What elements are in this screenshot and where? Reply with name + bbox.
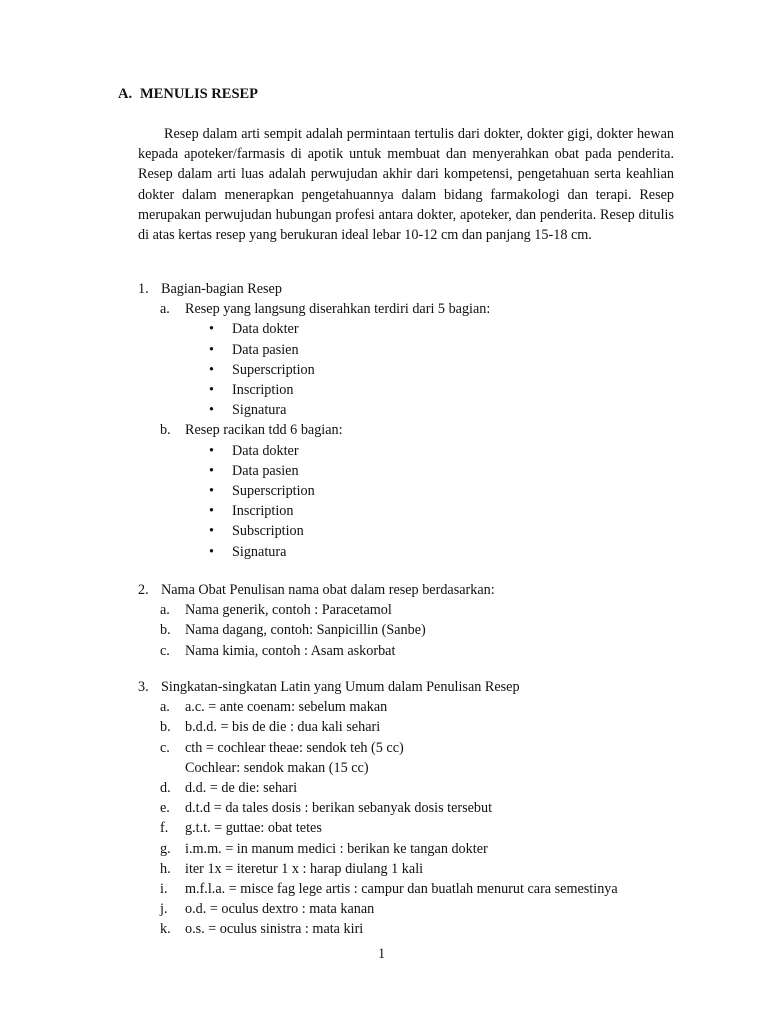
list-item bbox=[160, 879, 618, 899]
section-2 bbox=[138, 580, 495, 661]
list-item bbox=[160, 839, 618, 859]
list-item bbox=[160, 697, 618, 717]
section-1-title: Bagian-bagian Resep bbox=[161, 281, 282, 297]
list-item-label: i. bbox=[160, 881, 168, 898]
list-item-label: k. bbox=[160, 921, 171, 938]
list-item bbox=[160, 818, 618, 838]
list-item-label: f. bbox=[160, 820, 169, 837]
bullet-icon: • bbox=[209, 523, 214, 540]
bullet-text: Inscription bbox=[232, 382, 294, 399]
bullet-text: Data pasien bbox=[232, 341, 299, 358]
list-item bbox=[160, 600, 495, 620]
list-item bbox=[160, 919, 618, 939]
section-1-number: 1. bbox=[138, 281, 149, 297]
section-heading bbox=[118, 86, 258, 103]
sublist-a-row bbox=[160, 299, 490, 319]
sublist-a-text: Resep yang langsung diserahkan terdiri dari 5 bagian: bbox=[185, 301, 491, 318]
bullet-item bbox=[209, 521, 490, 541]
bullet-icon: • bbox=[209, 462, 214, 479]
list-item-text: o.s. = oculus sinistra : mata kiri bbox=[185, 921, 364, 938]
list-item-text: Nama dagang, contoh: Sanpicillin (Sanbe) bbox=[185, 622, 426, 639]
list-item-text: cth = cochlear theae: sendok teh (5 cc) bbox=[185, 739, 404, 756]
bullet-text: Data pasien bbox=[232, 462, 299, 479]
list-item-label: e. bbox=[160, 800, 170, 817]
section-1 bbox=[138, 279, 490, 562]
list-item bbox=[160, 620, 495, 640]
bullet-item bbox=[209, 380, 490, 400]
bullet-icon: • bbox=[209, 402, 214, 419]
bullet-text: Data dokter bbox=[232, 442, 299, 459]
sublist-b-row bbox=[160, 420, 490, 440]
section-2-title: Nama Obat Penulisan nama obat dalam resep berdasarkan: bbox=[161, 582, 495, 598]
section-3 bbox=[138, 677, 618, 940]
bullet-item bbox=[209, 360, 490, 380]
list-item-label: h. bbox=[160, 860, 171, 877]
list-item-text: a.c. = ante coenam: sebelum makan bbox=[185, 699, 388, 716]
page-number: 1 bbox=[378, 946, 386, 962]
bullet-icon: • bbox=[209, 543, 214, 560]
bullet-text: Inscription bbox=[232, 503, 294, 520]
bullet-text: Data dokter bbox=[232, 321, 299, 338]
bullet-item bbox=[209, 461, 490, 481]
list-item-label: a. bbox=[160, 602, 170, 619]
bullet-icon: • bbox=[209, 341, 214, 358]
bullet-icon: • bbox=[209, 442, 214, 459]
bullet-icon: • bbox=[209, 361, 214, 378]
list-item-text: m.f.l.a. = misce fag lege artis : campur dan buatlah menurut cara semestinya bbox=[185, 881, 618, 898]
bullet-text: Superscription bbox=[232, 361, 315, 378]
list-item bbox=[160, 859, 618, 879]
list-item-label: b. bbox=[160, 719, 171, 736]
bullet-icon: • bbox=[209, 503, 214, 520]
bullet-text: Signatura bbox=[232, 402, 287, 419]
list-item bbox=[160, 641, 495, 661]
section-3-title: Singkatan-singkatan Latin yang Umum dalam Penulisan Resep bbox=[161, 679, 520, 695]
bullet-item bbox=[209, 400, 490, 420]
heading-label: A. bbox=[118, 86, 133, 102]
sublist-b-label: b. bbox=[160, 422, 171, 439]
list-item bbox=[160, 738, 618, 758]
list-item-label: j. bbox=[160, 901, 168, 918]
list-item-continuation: Cochlear: sendok makan (15 cc) bbox=[185, 759, 369, 776]
list-item bbox=[160, 899, 618, 919]
bullet-item bbox=[209, 319, 490, 339]
list-item-label: d. bbox=[160, 780, 171, 797]
list-item-text: d.d. = de die: sehari bbox=[185, 780, 298, 797]
bullet-icon: • bbox=[209, 321, 214, 338]
bullet-text: Signatura bbox=[232, 543, 287, 560]
list-item-label: c. bbox=[160, 739, 170, 756]
section-2-title-row bbox=[138, 580, 495, 600]
bullet-item bbox=[209, 501, 490, 521]
bullet-item bbox=[209, 441, 490, 461]
section-3-number: 3. bbox=[138, 679, 149, 695]
list-item-label: g. bbox=[160, 840, 171, 857]
bullet-item bbox=[209, 481, 490, 501]
list-item-text: Nama generik, contoh : Paracetamol bbox=[185, 602, 392, 619]
list-item-text: iter 1x = iteretur 1 x : harap diulang 1 kali bbox=[185, 860, 424, 877]
sublist-a-label: a. bbox=[160, 301, 170, 318]
list-item bbox=[160, 798, 618, 818]
list-item bbox=[160, 717, 618, 737]
list-item-label: c. bbox=[160, 642, 170, 659]
section-1-title-row bbox=[138, 279, 490, 299]
section-3-title-row bbox=[138, 677, 618, 697]
list-item-text: d.t.d = da tales dosis : berikan sebanyak dosis tersebut bbox=[185, 800, 493, 817]
sublist-b-text: Resep racikan tdd 6 bagian: bbox=[185, 422, 343, 439]
bullet-icon: • bbox=[209, 483, 214, 500]
section-2-number: 2. bbox=[138, 582, 149, 598]
list-item-text: Nama kimia, contoh : Asam askorbat bbox=[185, 642, 396, 659]
list-item-text: b.d.d. = bis de die : dua kali sehari bbox=[185, 719, 381, 736]
bullet-item bbox=[209, 340, 490, 360]
list-item-label: b. bbox=[160, 622, 171, 639]
bullet-item bbox=[209, 542, 490, 562]
bullet-icon: • bbox=[209, 382, 214, 399]
intro-paragraph: Resep dalam arti sempit adalah permintaan tertulis dari dokter, dokter gigi, dokter hewan kepada apoteker/farmasis di apotik untuk membuat dan menyerahkan obat pada penderita. Resep dalam arti luas adalah perwujudan akhir dari kompetensi, pengetahuan serta keahlian dokter dalam menerapkan pengetahuannya dalam bidang farmakologi dan terapi. Resep merupakan perwujudan hubungan profesi antara dokter, apoteker, dan penderita. Resep ditulis di atas kertas resep yang berukuran ideal lebar 10-12 cm dan panjang 15-18 cm. bbox=[138, 126, 674, 244]
list-item-text: g.t.t. = guttae: obat tetes bbox=[185, 820, 322, 837]
list-item bbox=[160, 778, 618, 798]
heading-text: MENULIS RESEP bbox=[140, 86, 259, 102]
list-item-label: a. bbox=[160, 699, 170, 716]
bullet-text: Subscription bbox=[232, 523, 304, 540]
bullet-text: Superscription bbox=[232, 483, 315, 500]
list-item-text: o.d. = oculus dextro : mata kanan bbox=[185, 901, 375, 918]
list-item-text: i.m.m. = in manum medici : berikan ke tangan dokter bbox=[185, 840, 488, 857]
